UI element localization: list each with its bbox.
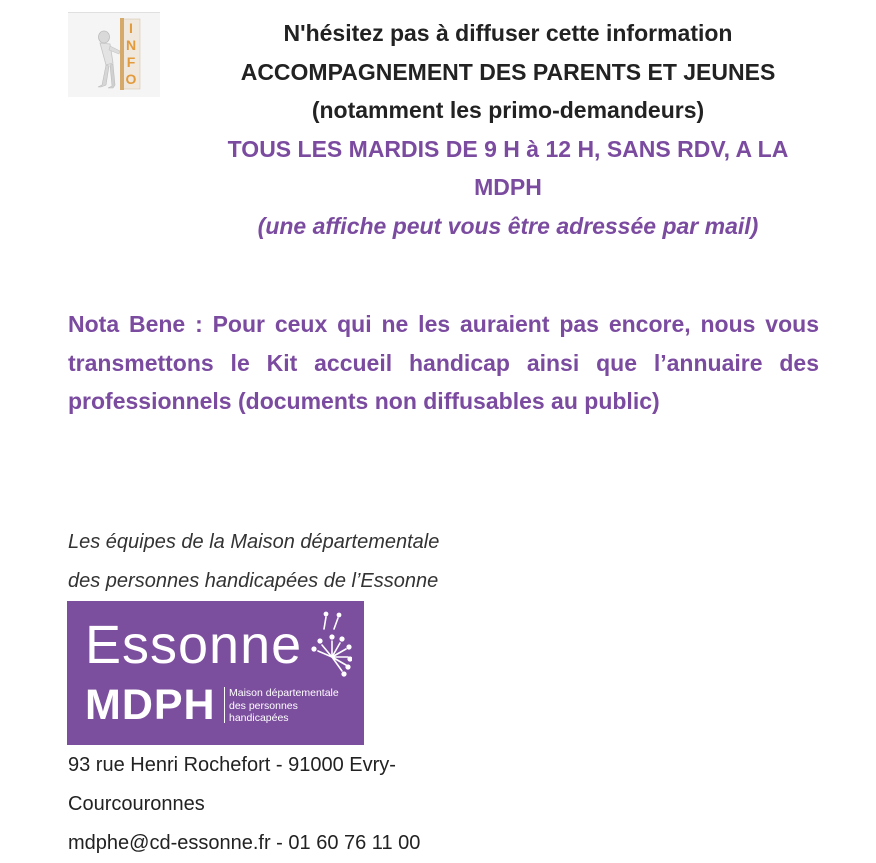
svg-text:F: F: [126, 54, 136, 70]
address-line-1: 93 rue Henri Rochefort - 91000 Evry-: [68, 754, 396, 776]
signature: [68, 523, 439, 601]
contact-block: [68, 746, 420, 863]
info-person-leaning-icon: [68, 13, 160, 97]
header-line-subtitle: (notamment les primo-demandeurs): [311, 97, 705, 123]
header-line-poster-note: (une affiche peut vous être adressée par mail): [257, 212, 759, 239]
nota-bene-paragraph: Nota Bene : Pour ceux qui ne les auraient pas encore, nous vous transmettons le Kit accueil handicap ainsi que l’annuaire des professionnels (documents non diffusables au public): [68, 311, 819, 414]
logo-subtitle-line-3: handicapées: [229, 712, 289, 724]
svg-text:I: I: [129, 20, 133, 36]
header-line-schedule: TOUS LES MARDIS DE 9 H à 12 H, SANS RDV, A LA: [227, 135, 789, 162]
signature-line-1: Les équipes de la Maison départementale: [68, 531, 440, 553]
logo-subtitle-line-1: Maison départementale: [229, 687, 339, 699]
logo-subtitle: [229, 687, 339, 725]
address-line-2: Courcouronnes: [68, 793, 205, 815]
header-line-mdph: MDPH: [474, 174, 542, 200]
info-illustration: [68, 12, 160, 97]
logo-divider: [224, 687, 225, 723]
signature-line-2: des personnes handicapées de l’Essonne: [68, 570, 439, 592]
logo-essonne-text: Essonne: [85, 615, 303, 675]
header-line-share: N'hésitez pas à diffuser cette information: [283, 20, 733, 46]
header-block: [180, 14, 836, 245]
svg-text:O: O: [125, 71, 137, 87]
email-phone-line[interactable]: mdphe@cd-essonne.fr - 01 60 76 11 00: [68, 832, 421, 854]
logo-subtitle-line-2: des personnes: [229, 699, 298, 712]
header-line-title: ACCOMPAGNEMENT DES PARENTS ET JEUNES: [240, 58, 776, 85]
logo-mdph-text: MDPH: [85, 681, 216, 729]
essonne-mdph-logo: [67, 601, 364, 745]
svg-text:N: N: [125, 37, 137, 53]
